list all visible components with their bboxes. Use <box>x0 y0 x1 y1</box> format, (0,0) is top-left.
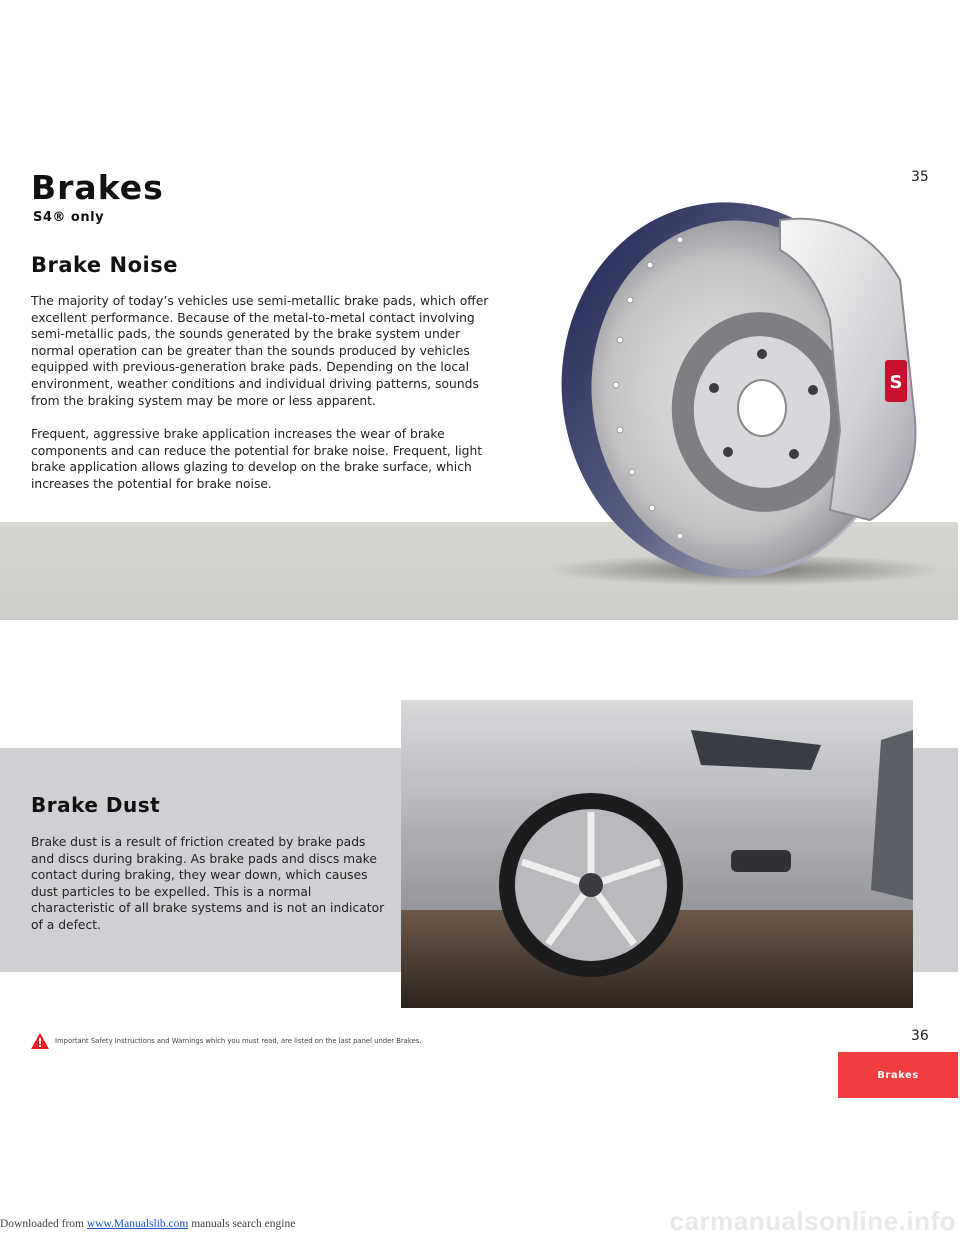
footer-prefix: Downloaded from <box>0 1218 87 1230</box>
brake-dust-paragraph: Brake dust is a result of friction created by brake pads and discs during braking. As brake pads and discs make contact during braking, they wear down, which causes dust particles to be expelled. This is a normal characteristic of all brake systems and is not an indicator of a defect. <box>31 835 385 932</box>
watermark: carmanualsonline.info <box>669 1206 956 1236</box>
brake-noise-paragraph-2: Frequent, aggressive brake application increases the wear of brake components and can reduce the potential for brake noise. Frequent, light brake application allows glazing to develop on the brake surface, which increases the potential for brake noise. <box>31 427 483 491</box>
fog-light <box>731 850 791 872</box>
warning-text: Important Safety Instructions and Warnings which you must read, are listed on the last panel under Brakes. <box>55 1037 422 1045</box>
brakes-section-tab[interactable] <box>838 1052 958 1098</box>
warning-triangle-icon <box>31 1033 49 1049</box>
manualslib-link[interactable]: www.Manualslib.com <box>86 1218 189 1230</box>
page-number-bottom: 36 <box>911 1028 929 1044</box>
brake-rotor-image <box>530 190 950 610</box>
page-title: Brakes <box>31 168 164 207</box>
page-subtitle: S4® only <box>33 210 105 225</box>
car-front-wheel-image <box>401 700 913 1008</box>
brake-noise-heading: Brake Noise <box>31 253 178 277</box>
brakes-tab-label: Brakes <box>877 1069 919 1081</box>
wheel-hub-cap <box>579 873 603 897</box>
page-number-top: 35 <box>911 169 929 185</box>
rotor-center-bore <box>738 380 786 436</box>
brake-dust-heading: Brake Dust <box>31 793 161 817</box>
footer-suffix: manuals search engine <box>188 1218 296 1230</box>
safety-warning <box>31 1032 421 1050</box>
download-footer <box>0 1218 295 1230</box>
svg-text:S: S <box>889 372 903 393</box>
brake-noise-paragraph-1: The majority of today’s vehicles use semi-metallic brake pads, which offer excellent performance. Because of the metal-to-metal contact involving semi-metallic pads, the sounds generated by the brake system under normal operation can be greater than the sounds produced by vehicles equipped with previous-generation brake pads. Depending on the local environment, weather conditions and individual driving patterns, sounds from the braking system may be more or less apparent. <box>31 294 489 408</box>
